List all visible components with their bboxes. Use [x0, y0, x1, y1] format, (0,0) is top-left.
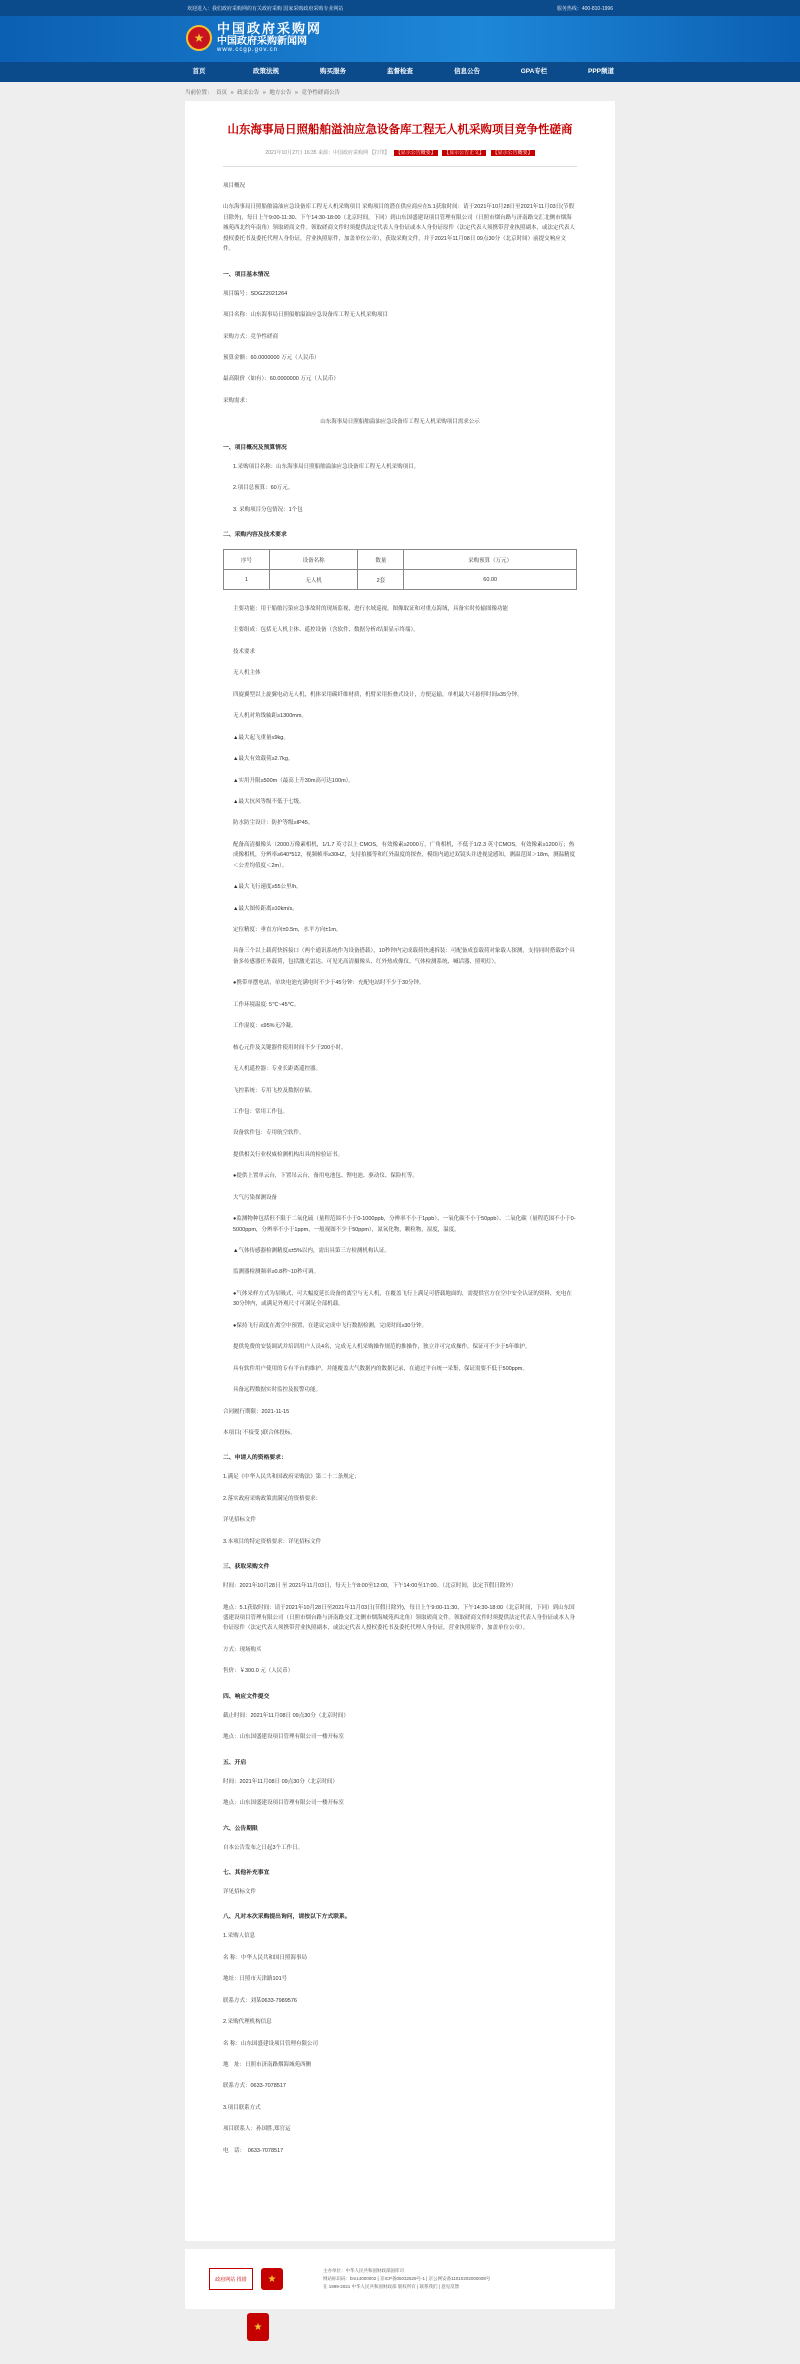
project-name: 项目名称：山东海事局日照船舶溢油应急设备库工程无人机采购项目 — [223, 312, 389, 319]
tag-summary[interactable]: 【显示公告概要】 — [395, 150, 436, 156]
hotline-text: 服务热线：400-810-1996 — [556, 5, 613, 12]
breadcrumb-sep: » — [262, 90, 266, 96]
top-bar — [0, 0, 800, 16]
breadcrumb — [185, 82, 615, 101]
procurement-method: 采购方式：竞争性磋商 — [223, 333, 279, 340]
section-heading: 五、开启 — [223, 1759, 247, 1766]
notice-period: 自本公告发布之日起3个工作日。 — [223, 1844, 304, 1851]
tech-paragraph: 具备三个以上载荷快拆接口（两个通讯系统作为设备搭载），10秒钟内完成载荷快速拆装：可配备成套载荷对象载人探测，支持同时搭载3个具备多传感器任务载荷，包括激光雷达、可见光高清摄像头、红外热成像仪、气体检测系统、喊话器、照明灯）。 — [233, 948, 575, 965]
tech-paragraph: 主要功能：用于船舶污染应急事故时的现场监视，进行水域巡视，图像取证和对重点海域，具备实时传输图像功能 — [233, 606, 509, 612]
joint-bid: 本项目( 不接受 )联合体投标。 — [223, 1429, 296, 1436]
col-name: 设备名称 — [270, 550, 358, 570]
breadcrumb-local[interactable]: 地方公告 — [269, 90, 292, 96]
col-budget: 采购预算（万元） — [404, 550, 577, 570]
contact-line: 联系方式：0633-7078517 — [223, 2083, 286, 2090]
tech-paragraph: ●携带单摆电站，单块电池充满电时不少于45分钟：充配电站时不少于30分钟。 — [233, 980, 425, 987]
tech-paragraph: 工作湿度：≤95%无冷凝。 — [233, 1023, 297, 1030]
breadcrumb-home[interactable]: 首页 — [216, 90, 228, 96]
tech-paragraph: ●保持飞行高度在离空中预置，在建议完成中飞行数据检测，完成时间≥30分钟。 — [233, 1322, 427, 1329]
tech-paragraph: ▲实用升限≥500m（最高上升30m高可达100m）。 — [233, 777, 354, 784]
tech-paragraph: 工作包：常用工作包。 — [233, 1108, 289, 1115]
cell-name: 无人机 — [270, 570, 358, 590]
contact-line: 项目联系人：孙国胜,郑官运 — [223, 2126, 291, 2133]
nav-home[interactable]: 首页 — [192, 68, 206, 75]
overview-item: 2.项目总预算：60万元。 — [233, 485, 294, 492]
submit-place: 地点：山东国盛建设项目管理有限公司一楼开标室 — [223, 1734, 345, 1741]
tech-paragraph: 定位精度：垂直方向±0.5m，水平方向±1m。 — [233, 927, 342, 933]
tech-paragraph: 无人机对角线轴距≥1300mm。 — [233, 713, 307, 720]
tech-paragraph: 飞控系统：专用飞控及数据存储。 — [233, 1087, 316, 1094]
table-row — [224, 570, 577, 590]
section-heading: 四、响应文件提交 — [223, 1693, 270, 1700]
col-qty: 数量 — [358, 550, 404, 570]
site-footer — [185, 2249, 615, 2309]
breadcrumb-current[interactable]: 竞争性磋商公告 — [301, 90, 340, 96]
tech-paragraph: 无人机主体 — [233, 670, 261, 677]
qualification: 详见招标文件 — [223, 1517, 257, 1524]
contact-label: 3.项目联系方式 — [223, 2104, 261, 2111]
tech-paragraph: 具备远程数据实时监控及报警功能。 — [233, 1387, 322, 1394]
contact-line: 名 称：山东国盛建设项目管理有限公司 — [223, 2040, 319, 2047]
contract-period: 合同履行期限：2021-11-15 — [223, 1408, 290, 1415]
contact-line: 地 址：日照市济南路烟海城苑西侧 — [223, 2062, 312, 2068]
section-heading: 三、获取采购文件 — [223, 1564, 270, 1571]
section-heading: 六、公告期限 — [223, 1825, 258, 1832]
open-time: 时间：2021年11月08日 09点30分（北京时间） — [223, 1778, 338, 1785]
logo-title: 中国政府采购网 — [217, 21, 323, 36]
tech-paragraph: 提供相关行业权威检测机构出具的检验证书。 — [233, 1151, 344, 1158]
qualification: 2.落实政府采购政策需满足的资格要求： — [223, 1495, 322, 1502]
section-heading: 八、凡对本次采购提出询问，请按以下方式联系。 — [223, 1914, 351, 1921]
overview-item: 1.采购项目名称：山东海事局日照船舶溢油应急设备库工程无人机采购项目。 — [233, 463, 420, 470]
tech-paragraph: 核心元件及关键器件使用时间不少于200小时。 — [233, 1044, 347, 1051]
get-price: 售价：￥300.0 元（人民币） — [223, 1668, 294, 1675]
section-heading: 七、其他补充事宜 — [223, 1869, 270, 1876]
cell-budget: 60.00 — [404, 570, 577, 590]
demand-title: 山东海事局日照船舶溢油应急设备库工程无人机采购项目需求公示 — [320, 419, 480, 426]
tech-paragraph: ▲最大飞行速度≥55公里/h。 — [233, 884, 302, 891]
col-no: 序号 — [224, 550, 270, 570]
tech-paragraph: 主要组成：包括无人机主体、遥控设备（含软件、数据分析/结果显示终端）。 — [233, 627, 419, 634]
main-nav — [0, 62, 800, 82]
site-logo[interactable] — [186, 22, 322, 54]
tech-paragraph: 防水防尘设计：防护等级≥IP45。 — [233, 820, 314, 827]
budget: 预算金额：60.0000000 万元（人民币） — [223, 354, 320, 361]
site-header — [0, 16, 800, 62]
tech-paragraph: 监测器检测频率≥0.8秒~10秒可调。 — [233, 1269, 319, 1276]
contact-label: 2.采购代理机构信息 — [223, 2019, 272, 2026]
tech-paragraph: 技术要求 — [233, 648, 256, 655]
tech-paragraph: ●气体采样方式为泵吸式，可大幅度延长设备的离空与无人机，在覆盖飞行上满足可搭载地面的，需提供官方在空中安全认证的资料，充电在30分钟内，或满足外观尺寸可满足全部机载。 — [233, 1290, 572, 1308]
article-meta — [223, 149, 577, 156]
footer-line: 网站标识码：bm14000002 | 京ICP备05032529号-1 | 京公网安备11010202000008号 — [323, 2275, 491, 2281]
tech-paragraph: ▲最大图传距离≥10km/s。 — [233, 905, 298, 912]
publish-info: 2021年10月27日 16:35 来源：中国政府采购网 【打印】 — [265, 150, 390, 156]
contact-label: 1.采购人信息 — [223, 1933, 256, 1940]
get-place: 地点：5.1获取时间：请于2021年10月28日至2021年11月03日(节假日除外)，每日上午9:00-11:30、下午14:30-18:00（北京时间，下同）到山东国盛建设项目管理有限公司（日照市烟台路与济南路交汇北侧市烟海城苑西北角）领取磋商文件。领取磋商文件时须提供法定代表人身份证或本人身份证原件（法定代表人须携带营业执照副本，或法定代表人授权委托书及委托代理人身份证，营业执照原件，加盖单位公章）。 — [223, 1604, 576, 1632]
intro-text: 山东海事局日照船舶溢油应急设备库工程无人机采购项目 采购项目的潜在供应商应在5.1获取时间：请于2021年10月28日至2021年11月03日(节假日除外)，每日上午9:00-11:30、下午14:30-18:00（北京时间，下同）到山东国盛建设项目管理有限公司（日照市烟台路与济南路交汇北侧市烟海城苑西北约年南角）领取磋商文件。领取磋商文件时须提供法定代表人身份证或本人身份证原件（法定代表人须携带营业执照副本，或法定代表人授权委托书及委托代理人身份证，营业执照原件，加盖单位公章），获取采购文件，并于2021年11月08日 09点30分（北京时间）前提交响应文件。 — [223, 204, 576, 253]
demand-label: 采购需求： — [223, 397, 251, 404]
intro-label: 项目概况 — [223, 183, 246, 189]
tech-paragraph: 设备软件包：专用航空软件。 — [233, 1130, 305, 1137]
welcome-text: 欢迎进入：我们政府采购网的有关政府采购 国家采购政府采购专业网站 — [187, 5, 344, 12]
contact-line: 名 称：中华人民共和国日照海事局 — [223, 1954, 308, 1961]
qualification: 1.满足《中华人民共和国政府采购法》第二十二条规定； — [223, 1474, 360, 1481]
tech-paragraph: ▲最大抗风等级不低于七级。 — [233, 798, 305, 805]
bottom-area — [0, 2309, 800, 2349]
table-header-row — [224, 550, 577, 570]
party-badge-icon[interactable]: ★ — [247, 2313, 269, 2341]
contact-line: 电 话： 0633-7078517 — [223, 2147, 284, 2154]
tech-paragraph: ▲最大起飞重量≤9kg。 — [233, 734, 289, 741]
tag-summary-2[interactable]: 【显示公告概要】 — [492, 150, 533, 156]
cell-no: 1 — [224, 570, 270, 590]
breadcrumb-sep: » — [294, 90, 298, 96]
national-emblem-icon: ★ — [186, 25, 212, 51]
tech-paragraph: 四旋翼型以上旋翼电动无人机，机体采用碳纤维材质，机臂采用折叠式设计，方便运输，单机最大可悬停时间≥35分钟。 — [233, 691, 523, 698]
submit-time: 截止时间：2021年11月08日 09点30分（北京时间） — [223, 1712, 349, 1719]
party-badge-icon[interactable]: ★ — [261, 2268, 283, 2290]
article-title: 山东海事局日照船舶溢油应急设备库工程无人机采购项目竞争性磋商 — [227, 124, 573, 136]
section-heading: 一、项目概况及预算情况 — [223, 444, 287, 451]
nav-policy[interactable]: 政策法规 — [253, 68, 279, 75]
footer-line: 在 1999-2021 中华人民共和国财政部 版权所有 | 联系我们 | 意见反馈 — [323, 2284, 460, 2290]
tech-paragraph: ●提供上置单云台，下置吊云台，备用电池包、锂电池、驱动仪、保险杠等。 — [233, 1173, 418, 1180]
tag-body[interactable]: 【显示公告正文】 — [444, 150, 485, 156]
breadcrumb-label: 当前位置： — [185, 90, 213, 96]
tech-paragraph: ●监测物种包括但不限于二氧化硫（量程范围不小于0-1000ppb，分辨率不小于1ppb）、一氧化碳不小于50ppb）、二氧化碳（量程范围不小于0-5000ppm，分辨率不小于1ppm，一般视图不少于50ppm），氮氧化物，颗粒物，湿度，温度。 — [233, 1216, 576, 1233]
article-body — [185, 101, 615, 2241]
items-table — [223, 549, 577, 590]
contact-line: 地址：日照市天津路101号 — [223, 1976, 288, 1983]
logo-url: www.ccgp.gov.cn — [217, 47, 278, 54]
section-heading: 一、项目基本情况 — [223, 271, 270, 278]
footer-line: 主办单位：中华人民共和国财政部国库司 — [323, 2267, 404, 2273]
get-time: 时间：2021年10月28日 至 2021年11月03日，每天上午8:00至12:00，下午14:00至17:00。（北京时间，法定节假日除外） — [223, 1583, 517, 1590]
tech-paragraph: 配备高清摄像头（2000万像素相机，1/1.7 英寸以上 CMOS，有效像素≥2000万，广角相机，不低于1/2.3 英寸CMOS，有效像素≥1200万；热成像相机，分辨率≥640*512，视频帧率≥30HZ，支持拍摄等和红外温度的探查，模组内通过双镜头并进视觉感知，测温范围＞18m，测温精度＜公差均值度＜2m）。 — [233, 841, 576, 869]
get-way: 方式：现场购买 — [223, 1646, 262, 1653]
tech-paragraph: 工作环境温度: 5℃~45℃。 — [233, 1001, 300, 1008]
tech-paragraph: 具有软件用户使用的专有平台的维护，并能覆盖大气数据内的数据记录，在通过平台统一采集，保证需要不低于500ppm。 — [233, 1365, 528, 1372]
nav-supervision[interactable]: 监督检查 — [387, 68, 413, 75]
nav-gpa[interactable]: GPA专栏 — [520, 68, 548, 75]
breadcrumb-sep: » — [230, 90, 234, 96]
max-price: 最高限价（如有）：60.0000000 万元（人民币） — [223, 376, 339, 383]
project-number: 项目编号：SDGZ2021264 — [223, 290, 288, 297]
tech-paragraph: ▲气体传感器检测精度≤±5%以内，需出具第三方检测机构认证。 — [233, 1248, 390, 1254]
cell-qty: 2套 — [358, 570, 404, 590]
open-place: 地点：山东国盛建设项目管理有限公司一楼开标室 — [223, 1800, 345, 1807]
tech-paragraph: ▲最大有效载荷≥2.7kg。 — [233, 756, 294, 763]
qualification: 3.本项目的特定资格要求：详见招标文件 — [223, 1538, 322, 1545]
nav-announcements[interactable]: 信息公告 — [454, 68, 480, 75]
breadcrumb-notices[interactable]: 政采公告 — [237, 90, 260, 96]
nav-services[interactable]: 购买服务 — [320, 68, 346, 75]
section-heading: 二、采购内容及技术要求 — [223, 532, 287, 538]
divider — [223, 166, 577, 167]
footer-text — [323, 2267, 490, 2291]
tech-paragraph: 提供免费的安装调试并培训用户人员4名，完成无人机采购操作规范的推操作，独立并可完成操作，保证可不少于5年维护。 — [233, 1344, 531, 1351]
error-report-logo[interactable]: 政府网站 找错 — [209, 2268, 253, 2290]
overview-item: 3. 采购项目分包情况：1个包 — [233, 506, 303, 513]
tech-paragraph: 无人机遥控器：专业长距离遥控器。 — [233, 1066, 322, 1073]
logo-subtitle: 中国政府采购新闻网 — [217, 36, 307, 48]
other-info: 详见招标文件 — [223, 1888, 257, 1895]
section-heading: 二、申请人的资格要求： — [223, 1455, 287, 1462]
contact-line: 联系方式：刘某0633-7989576 — [223, 1997, 297, 2004]
nav-ppp[interactable]: PPP频道 — [587, 68, 614, 75]
tech-paragraph: 大气污染探测设备 — [233, 1194, 278, 1201]
